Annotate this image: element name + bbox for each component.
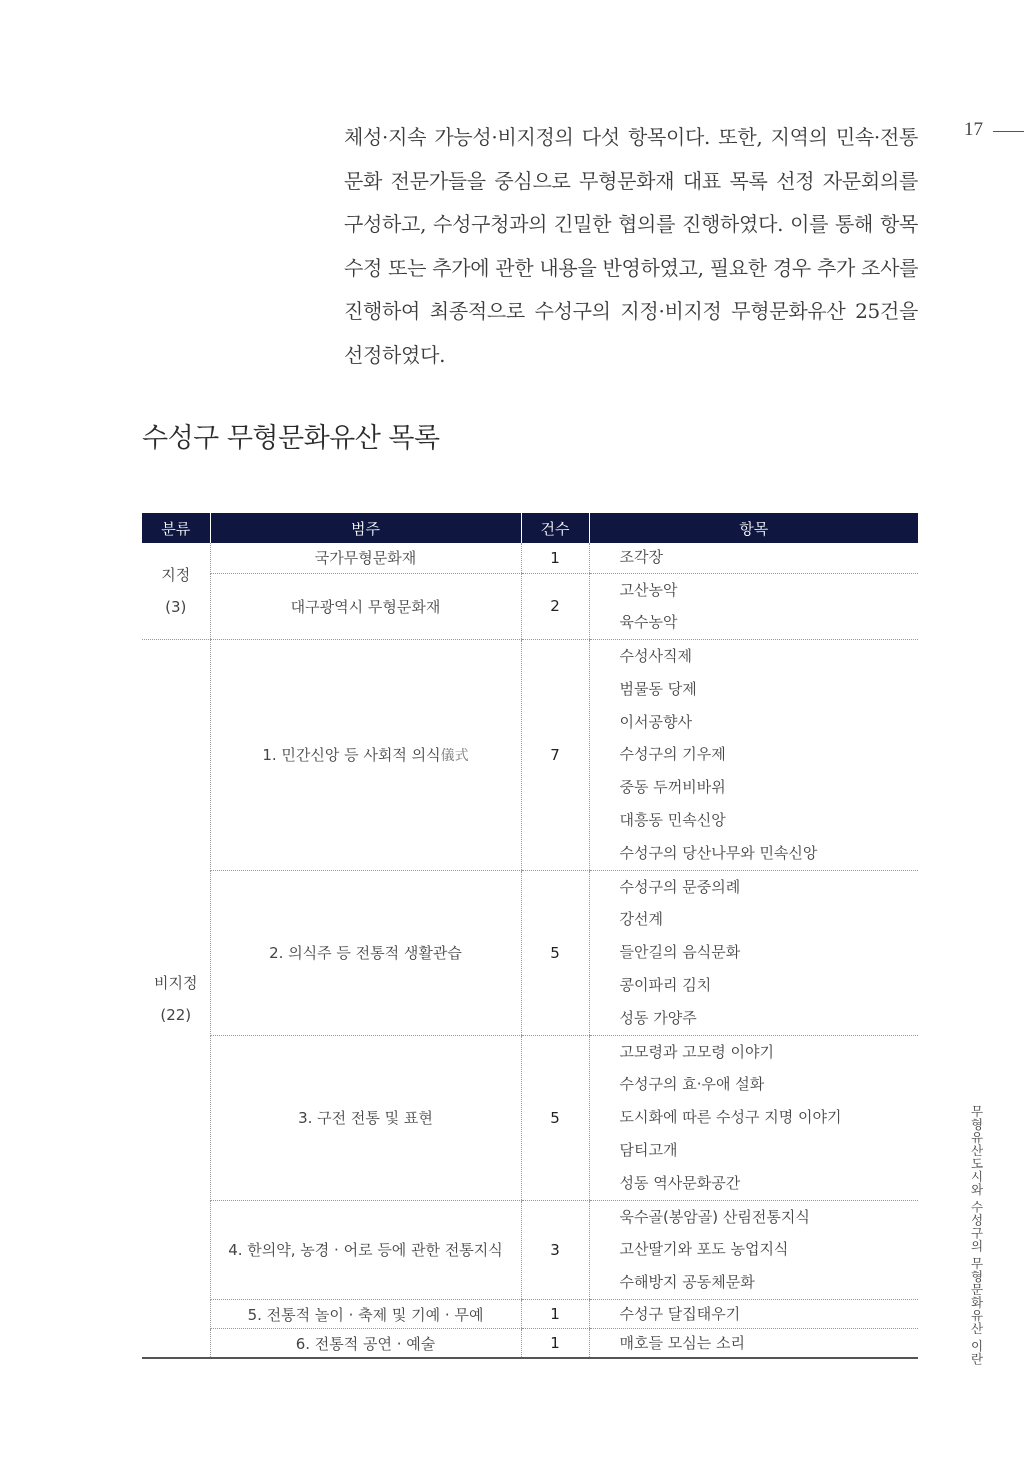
list-item: 고모령과 고모령 이야기 (619, 1042, 774, 1061)
list-item: 수해방지 공동체문화 (619, 1273, 755, 1292)
category-cell: 5. 전통적 놀이 · 축제 및 기예 · 무예 (210, 1300, 521, 1329)
category-cell: 대구광역시 무형문화재 (210, 573, 521, 640)
table-header-row (142, 513, 918, 543)
list-item: 성동 역사문화공간 (619, 1173, 741, 1192)
intro-line: 수정 또는 추가에 관한 내용을 반영하였고, 필요한 경우 추가 조사를 (344, 255, 919, 280)
list-item: 성동 가양주 (619, 1008, 697, 1027)
list-item: 육수농악 (619, 613, 678, 632)
items-cell (589, 573, 918, 640)
count-cell: 5 (521, 870, 589, 1035)
page-number: 17 (964, 119, 983, 140)
list-item: 수성구의 기우제 (619, 745, 726, 764)
table-row (142, 1300, 918, 1329)
list-item: 이서공향사 (619, 712, 692, 731)
intro-line: 문화 전문가들을 중심으로 무형문화재 대표 목록 선정 자문회의를 (344, 168, 918, 193)
count-cell: 1 (521, 543, 589, 573)
table-row (142, 1035, 918, 1200)
list-item: 조각장 (619, 548, 663, 567)
list-item: 고산딸기와 포도 농업지식 (619, 1240, 789, 1259)
items-cell (589, 870, 918, 1035)
list-item: 수성구의 효·우애 설화 (619, 1075, 765, 1094)
intro-line: 체성·지속 가능성·비지정의 다섯 항목이다. 또한, 지역의 민속·전통 (344, 125, 918, 149)
table-row (142, 543, 918, 573)
table-row (142, 1200, 918, 1299)
category-cell: 3. 구전 전통 및 표현 (210, 1035, 521, 1200)
intro-line: 선정하였다. (344, 342, 446, 367)
items-cell (589, 640, 918, 871)
list-item: 매호들 모심는 소리 (619, 1334, 745, 1353)
category-cell: 6. 전통적 공연 · 예술 (210, 1329, 521, 1359)
items-cell (589, 1300, 918, 1329)
items-cell (589, 1329, 918, 1359)
count-cell: 5 (521, 1035, 589, 1200)
category-cell: 2. 의식주 등 전통적 생활관습 (210, 870, 521, 1035)
list-item: 고산농악 (619, 580, 678, 599)
list-item: 수성구의 당산나무와 민속신앙 (619, 843, 818, 862)
items-cell (589, 1200, 918, 1299)
header-category: 범주 (210, 513, 521, 543)
table-row (142, 640, 918, 871)
list-item: 수성구의 문중의례 (619, 877, 741, 896)
category-cell: 국가무형문화재 (210, 543, 521, 573)
table-row (142, 1329, 918, 1359)
items-cell (589, 543, 918, 573)
header-classification: 분류 (142, 513, 210, 543)
list-item: 범물동 당제 (619, 679, 697, 698)
list-item: 욱수골(봉암골) 산림전통지식 (619, 1207, 810, 1226)
header-count: 건수 (521, 513, 589, 543)
classification-label: 지정 (161, 566, 191, 585)
category-cell: 4. 한의약, 농경 · 어로 등에 관한 전통지식 (210, 1200, 521, 1299)
classification-count: (3) (165, 598, 187, 617)
list-item: 강선계 (619, 910, 663, 929)
classification-undesignated (142, 640, 210, 1358)
heritage-list-table (142, 513, 918, 1359)
items-cell (589, 1035, 918, 1200)
side-caption: 무형유산도시와 수성구의 무형문화유산 이란 (969, 1105, 984, 1366)
category-hanja: 儀式 (440, 748, 469, 765)
count-cell: 1 (521, 1300, 589, 1329)
category-cell (210, 640, 521, 871)
list-item: 들안길의 음식문화 (619, 943, 741, 962)
count-cell: 1 (521, 1329, 589, 1359)
list-item: 담티고개 (619, 1141, 678, 1160)
list-item: 콩이파리 김치 (619, 976, 712, 995)
intro-line: 구성하고, 수성구청과의 긴밀한 협의를 진행하였다. 이를 통해 항목 (344, 212, 918, 236)
page-number-rule (993, 131, 1024, 132)
list-item: 수성구 달집태우기 (619, 1305, 741, 1324)
section-title: 수성구 무형문화유산 목록 (142, 423, 440, 454)
intro-line: 진행하여 최종적으로 수성구의 지정·비지정 무형문화유산 25건을 (344, 299, 918, 323)
count-cell: 2 (521, 573, 589, 640)
header-items: 항목 (589, 513, 918, 543)
category-label: 1. 민간신앙 등 사회적 의식 (262, 746, 441, 765)
list-item: 수성사직제 (619, 647, 692, 666)
count-cell: 7 (521, 640, 589, 871)
table-row (142, 870, 918, 1035)
intro-paragraph (344, 116, 918, 377)
list-item: 중동 두꺼비바위 (619, 778, 726, 797)
table-row (142, 573, 918, 640)
list-item: 도시화에 따른 수성구 지명 이야기 (619, 1108, 842, 1127)
classification-label: 비지정 (154, 973, 198, 992)
count-cell: 3 (521, 1200, 589, 1299)
list-item: 대흥동 민속신앙 (619, 811, 726, 830)
classification-designated (142, 543, 210, 640)
classification-count: (22) (160, 1005, 192, 1024)
